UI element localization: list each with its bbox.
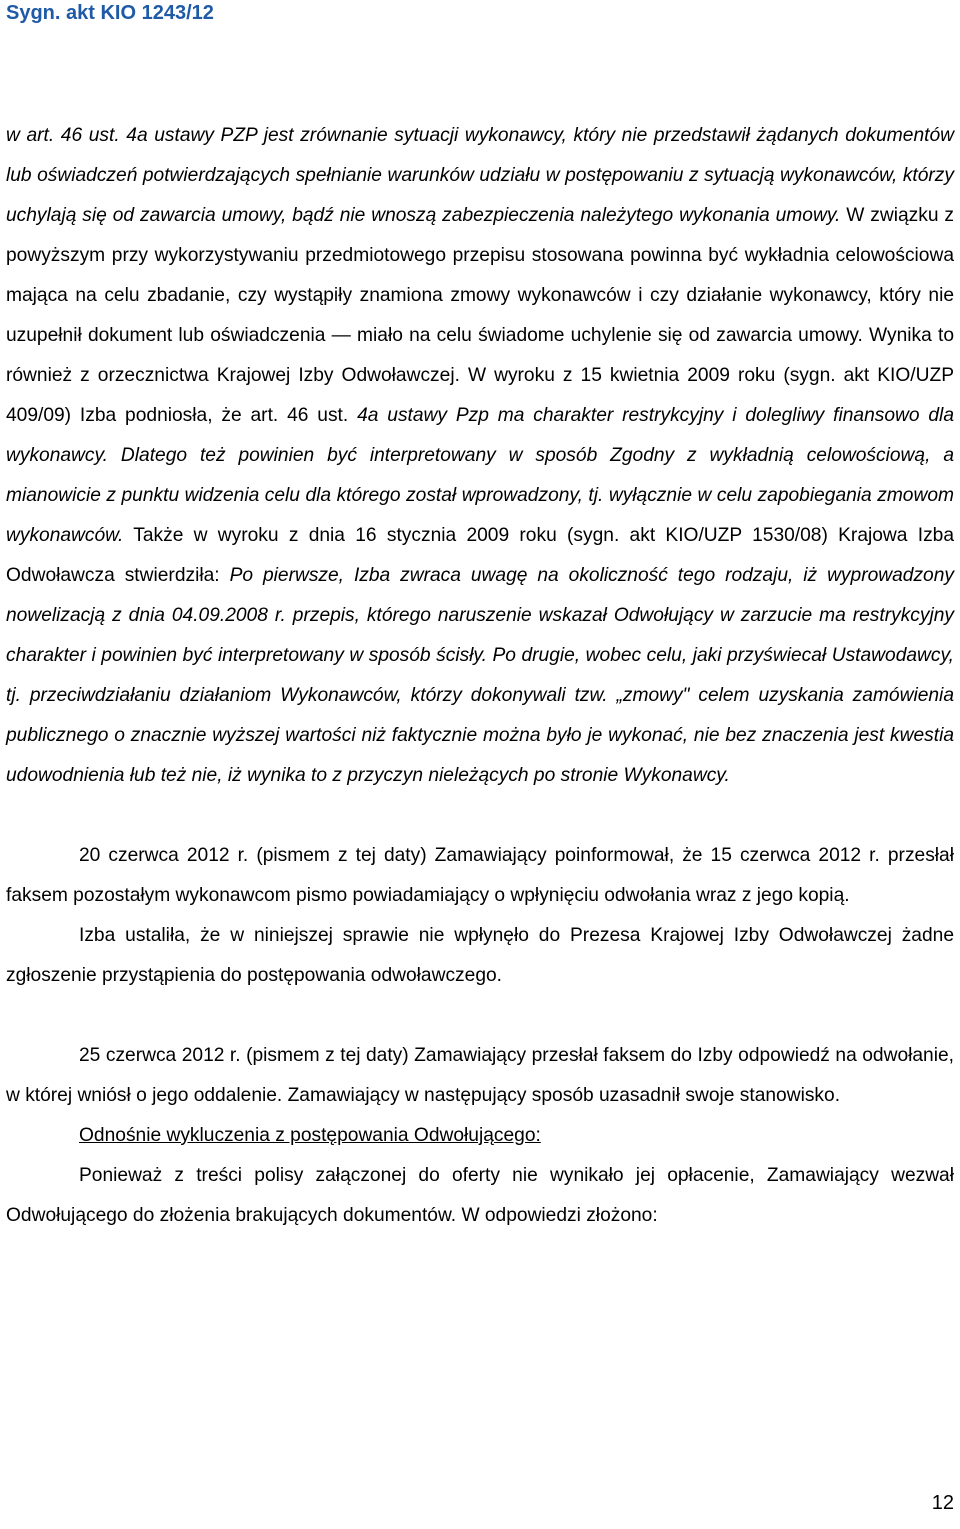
quoted-judgment: Po pierwsze, Izba zwraca uwagę na okoliczność tego rodzaju, iż wyprowadzony nowelizacją z dnia 04.09.2008 r. przepis, którego naruszenie wskazał Odwołujący w zarzucie ma restrykcyjny charakter i powinien być interpretowany w sposób ścisły. Po drugie, wobec celu, jaki przyświecał Ustawodawcy, tj. przeciwdziałaniu działaniom Wykonawców, którzy dokonywali tzw. „zmowy" celem uzyskania zamówienia publicznego o znacznie wyższej wartości niż faktycznie można było je wykonać, nie bez znaczenia jest kwestia udowodnienia łub też nie, iż wynika to z przyczyn nieleżących po stronie Wykonawcy.	[6, 565, 954, 786]
regular-passage: Także w wyroku z dnia 16 stycznia 2009 roku (sygn. akt KIO/UZP 1530/08) Krajowa Izba Odwoławcza stwierdziła:	[6, 525, 954, 586]
italic-passage: w art. 46 ust. 4a ustawy PZP jest zrównanie sytuacji wykonawcy, który nie przedstawił żądanych dokumentów lub oświadczeń potwierdzających spełnianie warunków udziału w postępowaniu z sytuacją wykonawców, którzy uchylają się od zawarcia umowy, bądź nie wnoszą zabezpieczenia należytego wykonania umowy.	[6, 125, 954, 226]
paragraph-legal-argument	[6, 116, 954, 796]
page-number: 12	[931, 1492, 954, 1514]
italic-passage: 4a ustawy Pzp ma charakter restrykcyjny i dolegliwy finansowo dla wykonawcy. Dlatego też powinien być interpretowany w sposób Zgodny z wykładnią celowościową, a mianowicie z punktu widzenia celu dla którego został wprowadzony, tj. wyłącznie w celu zapobiegania zmowom wykonawców.	[6, 405, 954, 546]
section-heading: Odnośnie wykluczenia z postępowania Odwołującego:	[79, 1125, 541, 1146]
paragraph-chamber-finding: Izba ustaliła, że w niniejszej sprawie nie wpłynęło do Prezesa Krajowej Izby Odwoławczej żadne zgłoszenie przystąpienia do postępowania odwoławczego.	[6, 925, 954, 986]
paragraph-june-25: 25 czerwca 2012 r. (pismem z tej daty) Zamawiający przesłał faksem do Izby odpowiedź na odwołanie, w której wniósł o jego oddalenie. Zamawiający w następujący sposób uzasadnił swoje stanowisko.	[6, 1045, 954, 1106]
case-signature: Sygn. akt KIO 1243/12	[6, 2, 214, 24]
paragraph-policy: Ponieważ z treści polisy załączonej do oferty nie wynikało jej opłacenie, Zamawiający wezwał Odwołującego do złożenia brakujących dokumentów. W odpowiedzi złożono:	[6, 1165, 954, 1226]
regular-passage: W związku z powyższym przy wykorzystywaniu przedmiotowego przepisu stosowana powinna być wykładnia celowościowa mająca na celu zbadanie, czy wystąpiły znamiona zmowy wykonawców i czy działanie wykonawcy, który nie uzupełnił dokument lub oświadczenia ― miało na celu świadome uchylenie się od zawarcia umowy. Wynika to również z orzecznictwa Krajowej Izby Odwoławczej. W wyroku z 15 kwietnia 2009 roku (sygn. akt KIO/UZP 409/09) Izba podniosła, że art. 46 ust.	[6, 205, 954, 426]
paragraph-june-20: 20 czerwca 2012 r. (pismem z tej daty) Zamawiający poinformował, że 15 czerwca 2012 r. przesłał faksem pozostałym wykonawcom pismo powiadamiający o wpłynięciu odwołania wraz z jego kopią.	[6, 845, 954, 906]
document-body	[6, 116, 954, 1236]
